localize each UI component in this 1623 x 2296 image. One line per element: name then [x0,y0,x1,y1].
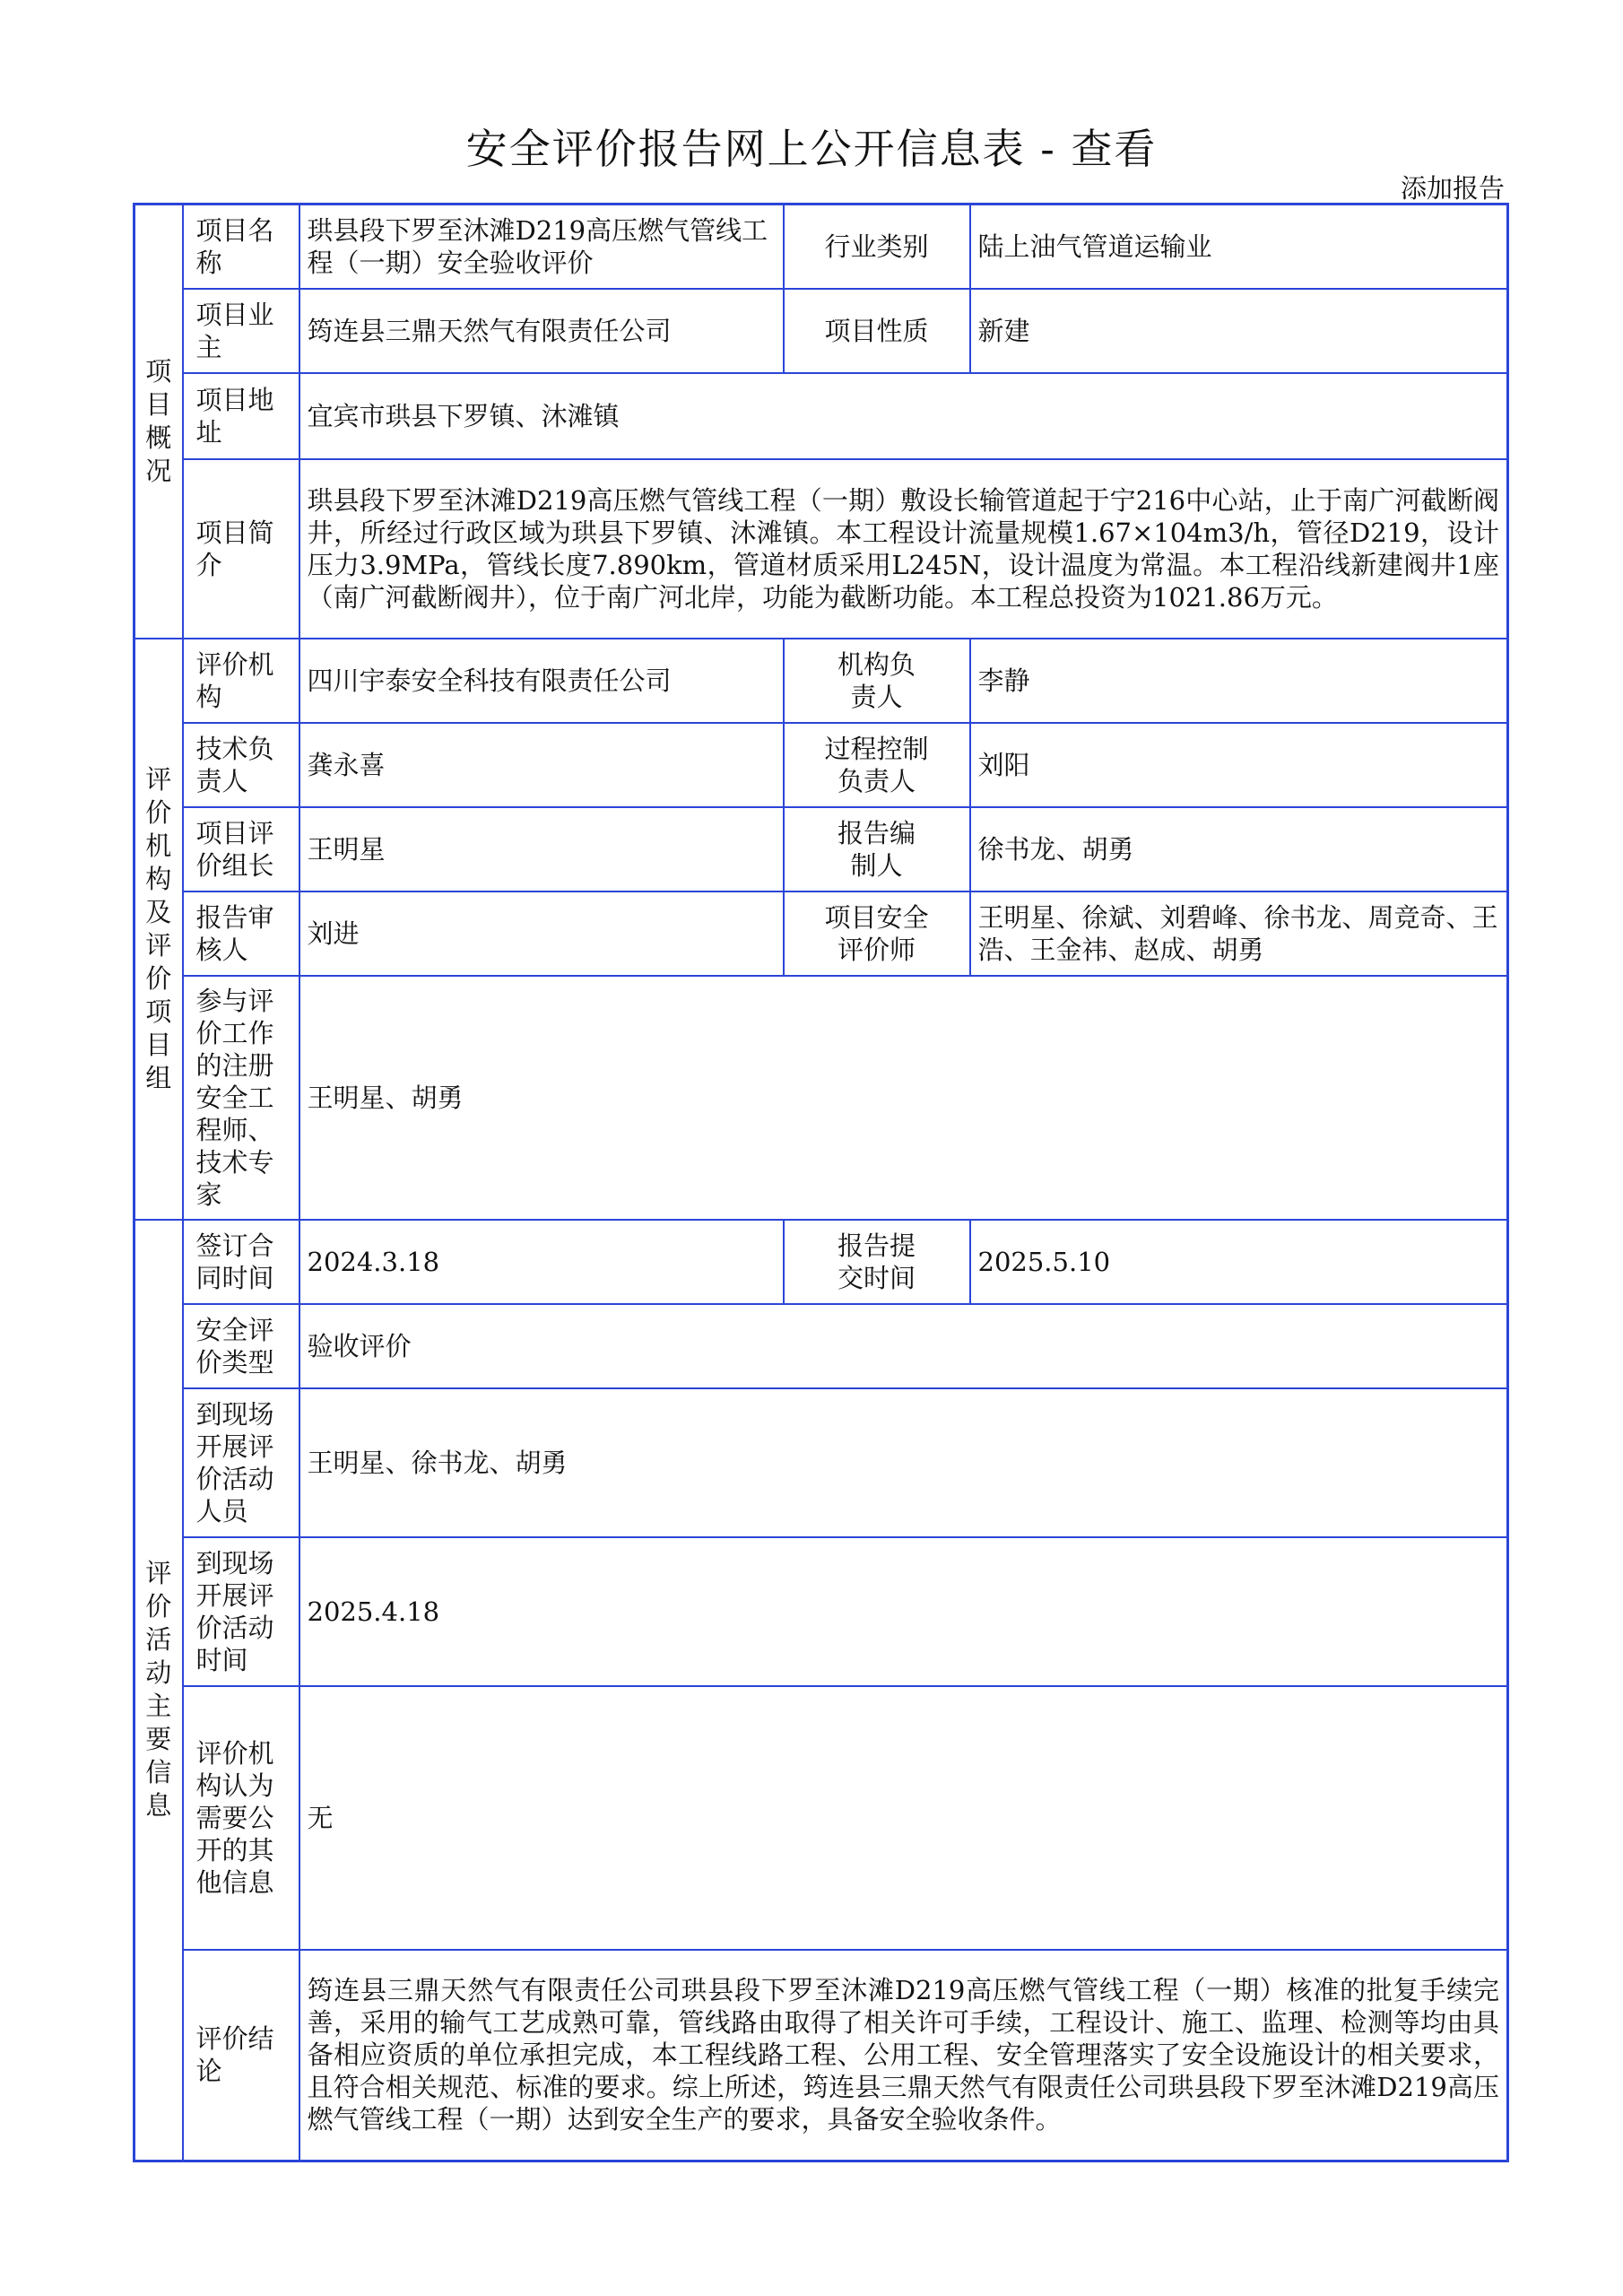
label-project-nature: 项目性质 [784,289,970,373]
row-reviewer [135,891,1508,976]
row-site-time [135,1537,1508,1686]
section-agency: 评价机构及评价项目组 [135,639,183,1220]
label-agency-leader: 机构负责人 [784,639,970,723]
section-overview: 项目概况 [135,204,183,639]
value-project-owner: 筠连县三鼎天然气有限责任公司 [299,289,784,373]
row-project-name [135,204,1508,289]
label-contract-time: 签订合同时间 [183,1220,299,1304]
row-project-owner [135,289,1508,373]
value-eval-type: 验收评价 [299,1304,1508,1388]
section-activity: 评价活动主要信息 [135,1220,183,2161]
label-agency: 评价机构 [183,639,299,723]
value-experts: 王明星、胡勇 [299,976,1508,1220]
label-tech-leader: 技术负责人 [183,723,299,807]
value-team-leader: 王明星 [299,807,784,891]
row-eval-type [135,1304,1508,1388]
row-team-leader [135,807,1508,891]
row-tech-leader [135,723,1508,807]
value-submit-time: 2025.5.10 [970,1220,1508,1304]
label-process-leader: 过程控制负责人 [784,723,970,807]
value-tech-leader: 龚永喜 [299,723,784,807]
label-project-address: 项目地址 [183,373,299,459]
row-agency [135,639,1508,723]
label-submit-time: 报告提交时间 [784,1220,970,1304]
add-report-link[interactable]: 添加报告 [1400,173,1505,204]
label-project-name: 项目名称 [183,204,299,289]
value-site-time: 2025.4.18 [299,1537,1508,1686]
value-assessors: 王明星、徐斌、刘碧峰、徐书龙、周竞奇、王浩、王金祎、赵成、胡勇 [970,891,1508,976]
label-conclusion: 评价结论 [183,1950,299,2161]
value-contract-time: 2024.3.18 [299,1220,784,1304]
label-site-time: 到现场开展评价活动时间 [183,1537,299,1686]
value-other-info: 无 [299,1686,1508,1950]
value-project-address: 宜宾市珙县下罗镇、沐滩镇 [299,373,1508,459]
value-agency: 四川宇泰安全科技有限责任公司 [299,639,784,723]
page-title: 安全评价报告网上公开信息表 - 查看 [465,125,1158,173]
value-site-people: 王明星、徐书龙、胡勇 [299,1388,1508,1537]
row-site-people [135,1388,1508,1537]
label-report-author: 报告编制人 [784,807,970,891]
label-industry: 行业类别 [784,204,970,289]
label-project-intro: 项目简介 [183,459,299,639]
value-project-nature: 新建 [970,289,1508,373]
value-industry: 陆上油气管道运输业 [970,204,1508,289]
value-conclusion: 筠连县三鼎天然气有限责任公司珙县段下罗至沐滩D219高压燃气管线工程（一期）核准的批复手续完善，采用的输气工艺成熟可靠，管线路由取得了相关许可手续，工程设计、施工、监理、检测等均由具备相应资质的单位承担完成，本工程线路工程、公用工程、安全管理落实了安全设施设计的相关要求，且符合相关规范、标准的要求。综上所述，筠连县三鼎天然气有限责任公司珙县段下罗至沐滩D219高压燃气管线工程（一期）达到安全生产的要求，具备安全验收条件。 [299,1950,1508,2161]
row-project-address [135,373,1508,459]
label-team-leader: 项目评价组长 [183,807,299,891]
label-other-info: 评价机构认为需要公开的其他信息 [183,1686,299,1950]
label-project-owner: 项目业主 [183,289,299,373]
row-project-intro [135,459,1508,639]
label-experts: 参与评价工作的注册安全工程师、技术专家 [183,976,299,1220]
row-other-info [135,1686,1508,1950]
value-project-intro: 珙县段下罗至沐滩D219高压燃气管线工程（一期）敷设长输管道起于宁216中心站，止于南广河截断阀井，所经过行政区域为珙县下罗镇、沐滩镇。本工程设计流量规模1.67×104m3/h，管径D219，设计压力3.9MPa，管线长度7.890km，管道材质采用L245N，设计温度为常温。本工程沿线新建阀井1座（南广河截断阀井），位于南广河北岸，功能为截断功能。本工程总投资为1021.86万元。 [299,459,1508,639]
value-report-author: 徐书龙、胡勇 [970,807,1508,891]
value-agency-leader: 李静 [970,639,1508,723]
value-project-name: 珙县段下罗至沐滩D219高压燃气管线工程（一期）安全验收评价 [299,204,784,289]
value-reviewer: 刘进 [299,891,784,976]
info-table [133,203,1509,2162]
row-experts [135,976,1508,1220]
value-process-leader: 刘阳 [970,723,1508,807]
label-site-people: 到现场开展评价活动人员 [183,1388,299,1537]
label-assessors: 项目安全评价师 [784,891,970,976]
label-eval-type: 安全评价类型 [183,1304,299,1388]
row-contract [135,1220,1508,1304]
label-reviewer: 报告审核人 [183,891,299,976]
row-conclusion [135,1950,1508,2161]
